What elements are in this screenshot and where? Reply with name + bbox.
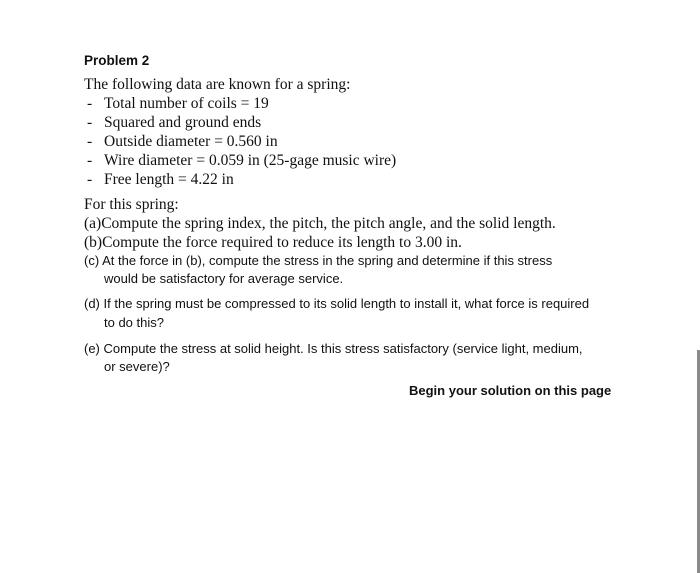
part-a-label: (a) (84, 215, 102, 232)
part-d-line2: to do this? (104, 315, 164, 330)
part-b (84, 234, 462, 252)
part-e-label: (e) (84, 341, 100, 356)
intro-text: The following data are known for a spring: (84, 76, 351, 93)
list-item-ends: Squared and ground ends (104, 114, 262, 131)
list-dash: - (87, 133, 93, 150)
part-e-line2: or severe)? (104, 359, 170, 374)
list-item-wire-diameter: Wire diameter = 0.059 in (25-gage music wire) (104, 152, 397, 169)
part-a (84, 215, 556, 233)
part-e-line1 (84, 341, 583, 356)
problem-title: Problem 2 (84, 53, 150, 68)
part-d-label: (d) (84, 296, 100, 311)
list-item-outside-diameter: Outside diameter = 0.560 in (104, 133, 278, 150)
part-b-label: (b) (84, 234, 103, 251)
part-e-text-1: Compute the stress at solid height. Is this stress satisfactory (service light, medium, (103, 341, 583, 356)
part-a-text: Compute the spring index, the pitch, the pitch angle, and the solid length. (101, 215, 556, 232)
solution-instruction: Begin your solution on this page (409, 383, 612, 398)
list-item-free-length: Free length = 4.22 in (104, 171, 234, 188)
for-this-spring: For this spring: (84, 196, 179, 213)
list-dash: - (87, 171, 93, 188)
part-c-label: (c) (84, 253, 100, 268)
list-item-coils: Total number of coils = 19 (104, 95, 269, 112)
part-c-line1 (84, 253, 552, 268)
part-d-text-1: If the spring must be compressed to its solid length to install it, what force is required (103, 296, 590, 311)
part-c-line2: would be satisfactory for average service. (104, 271, 344, 286)
part-b-text: Compute the force required to reduce its length to 3.00 in. (102, 234, 462, 251)
list-dash: - (87, 95, 93, 112)
part-c-text-1: At the force in (b), compute the stress in the spring and determine if this stress (102, 253, 553, 268)
list-dash: - (87, 152, 93, 169)
list-dash: - (87, 114, 93, 131)
part-d-line1 (84, 296, 589, 311)
